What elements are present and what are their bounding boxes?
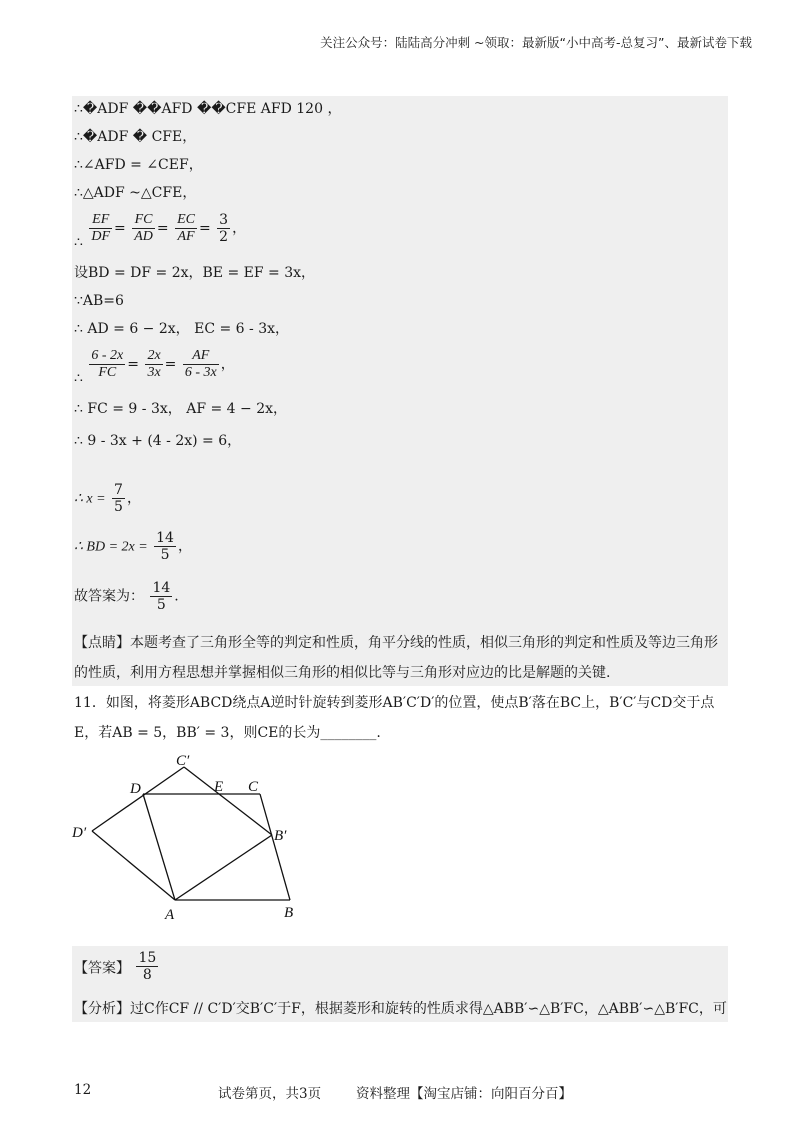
label-C: C <box>248 779 259 795</box>
numerator: FC <box>132 212 155 229</box>
fraction <box>175 212 197 245</box>
denominator: AD <box>134 229 153 244</box>
therefore-symbol: ∴ <box>74 234 83 251</box>
segment-AB-prime <box>175 835 272 900</box>
question-paragraph <box>74 688 726 748</box>
label-A: A <box>165 907 175 923</box>
solution-line-2: ∴�ADF � CFE， <box>74 129 197 145</box>
denominator: AF <box>177 229 195 244</box>
fraction <box>145 348 162 381</box>
label-C-prime: C′ <box>176 753 190 769</box>
fraction <box>89 212 112 245</box>
numerator: 15 <box>138 950 157 966</box>
solution-line-4: ∴△ADF ~△CFE， <box>74 185 197 201</box>
solution-line-14: 故答案为： $\frac{14}{5}$ . <box>74 580 179 613</box>
analysis-line: 【分析】过C作CF // C′D′交B′C′于F，根据菱形和旋转的性质求得△ABB′∽△B′FC，△ABB′∽△B′FC，可 <box>74 1001 727 1017</box>
equation-prefix: ∴ x = <box>74 491 106 507</box>
denominator: 3x <box>147 365 161 380</box>
equation-prefix: ∴ BD = 2x = <box>74 539 148 555</box>
answer-fraction <box>136 950 158 983</box>
question-line-2: E，若AB = 5，BB′ = 3，则CE的长为________. <box>74 725 381 741</box>
answer-line <box>74 950 160 983</box>
question-line-1: 11．如图，将菱形ABCD绕点A逆时针旋转到菱形AB′C′D′的位置，使点B′落在BC上，B′C′与CD交于点 <box>74 695 715 711</box>
numerator: 2x <box>147 348 161 363</box>
numerator: 6 - 2x <box>91 348 124 363</box>
solution-line-8: ∴ AD = 6 − 2x， EC = 6 - 3x， <box>74 321 290 337</box>
solution-line-12: ∴ x = $\frac{7}{5}$ ， <box>74 482 141 515</box>
solution-line-6: 设BD = DF = 2x，BE = EF = 3x， <box>74 265 316 281</box>
segment-D-prime-A <box>92 831 175 900</box>
numerator: 3 <box>219 212 229 228</box>
fraction <box>132 212 155 245</box>
comment-line-1: 【点睛】本题考查了三角形全等的判定和性质，角平分线的性质，相似三角形的判定和性质及等边三角形 <box>74 635 718 651</box>
segment-AD <box>143 794 175 900</box>
solution-line-13: ∴ BD = 2x = $\frac{14}{5}$ ， <box>74 530 192 563</box>
page-header: 关注公众号：陆陆高分冲刺 ~领取：最新版“小中高考-总复习”、最新试卷下载 <box>320 35 752 50</box>
solution-line-3: ∴∠AFD = ∠CEF， <box>74 157 203 173</box>
numerator: 14 <box>152 580 171 596</box>
solution-line-10: ∴ FC = 9 - 3x， AF = 4 − 2x， <box>74 401 288 417</box>
fraction <box>217 212 230 245</box>
numerator: 7 <box>114 482 123 498</box>
answer-prefix: 故答案为： <box>74 588 144 605</box>
denominator: 5 <box>114 499 123 515</box>
comment-line-2: 的性质，利用方程思想并掌握相似三角形的相似比等与三角形对应边的比是解题的关键. <box>74 665 611 681</box>
denominator: 8 <box>142 967 152 983</box>
fraction <box>183 348 219 381</box>
segment-C-prime-D-prime <box>92 767 184 831</box>
solution-line-11: ∴ 9 - 3x + (4 - 2x) = 6， <box>74 433 242 449</box>
solution-line-1: ∴�ADF ��AFD ��CFE AFD 120 ， <box>74 101 342 117</box>
footer-page-info: 试卷第页，共3页 <box>218 1086 322 1102</box>
label-B: B <box>284 905 294 921</box>
segment-BC <box>260 794 290 900</box>
denominator: 5 <box>156 597 166 613</box>
fraction <box>150 580 172 613</box>
label-D: D <box>130 781 141 797</box>
page-number: 12 <box>74 1082 92 1098</box>
fraction <box>154 530 176 563</box>
solution-line-9: ∴ $\frac{6 - 2x}{FC}$ = $\frac{2x}{3x}$ = $\frac{AF}{6 - 3x}$ ， <box>74 348 235 387</box>
solution-line-5: ∴ $\frac{EF}{DF}$ = $\frac{FC}{AD}$ = $\frac{EC}{AF}$ = $\frac{3}{2}$ ， <box>74 212 247 251</box>
numerator: EF <box>89 212 112 229</box>
therefore-symbol: ∴ <box>74 370 83 387</box>
answer-label: 【答案】 <box>74 960 130 977</box>
label-D-prime: D′ <box>72 825 87 841</box>
footer-source: 资料整理【淘宝店铺：向阳百分百】 <box>356 1086 572 1102</box>
numerator: EC <box>177 212 195 227</box>
denominator: 6 - 3x <box>184 365 217 380</box>
denominator: DF <box>91 229 111 244</box>
segment-B-prime-C-prime <box>184 767 272 835</box>
numerator: 14 <box>156 530 174 546</box>
denominator: 2 <box>219 229 229 245</box>
comment-paragraph <box>74 628 726 688</box>
solution-line-7: ∵AB=6 <box>74 293 124 309</box>
denominator: 5 <box>160 547 170 563</box>
rhombus-figure <box>0 745 800 945</box>
denominator: FC <box>98 365 117 380</box>
numerator: AF <box>183 348 219 365</box>
fraction <box>89 348 125 381</box>
label-E: E <box>214 779 224 795</box>
label-B-prime: B′ <box>274 828 287 844</box>
fraction <box>112 482 125 515</box>
